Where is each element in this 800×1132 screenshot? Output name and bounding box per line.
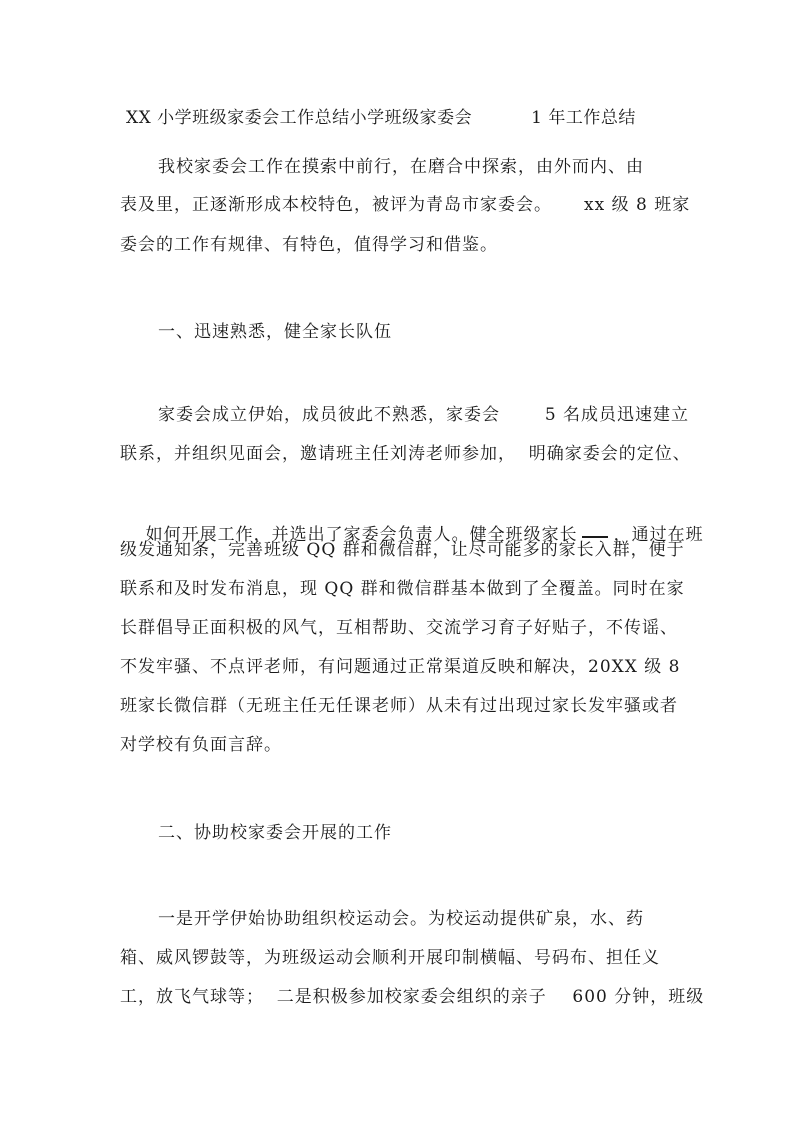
section-1-para-2-line-4: 长群倡导正面积极的风气，互相帮助、交流学习育子好贴子，不传谣、 (120, 618, 678, 638)
section-1-heading: 一、迅速熟悉，健全家长队伍 (158, 322, 392, 342)
section-1-para-2-line-1-after: ，通过在班 (613, 525, 704, 545)
section-1-para-2-line-2: 级发通知条，完善班级 QQ 群和微信群，让尽可能多的家长入群，便于 (120, 540, 685, 560)
section-2-para-1-line-1: 一是开学伊始协助组织校运动会。为校运动提供矿泉，水、药 (158, 909, 644, 929)
section-1-para-1-line-1: 家委会成立伊始，成员彼此不熟悉，家委会 5 名成员迅速建立 (158, 405, 690, 425)
section-1-para-2-line-3: 联系和及时发布消息，现 QQ 群和微信群基本做到了全覆盖。同时在家 (120, 579, 685, 599)
intro-line-2: 表及里，正逐渐形成本校特色，被评为青岛市家委会。 xx 级 8 班家 (120, 195, 691, 215)
section-2-para-1-line-3: 工，放飞气球等； 二是积极参加校家委会组织的亲子 600 分钟，班级 (120, 987, 705, 1007)
section-1-para-2-line-7: 对学校有负面言辞。 (120, 735, 282, 755)
intro-line-1: 我校家委会工作在摸索中前行，在磨合中探索，由外而内、由 (158, 157, 644, 177)
section-1-para-1-line-2: 联系，并组织见面会，邀请班主任刘涛老师参加， 明确家委会的定位、 (120, 444, 691, 464)
intro-line-3: 委会的工作有规律、有特色，值得学习和借鉴。 (120, 235, 498, 255)
section-2-para-1-line-2: 箱、威风锣鼓等，为班级运动会顺利开展印制横幅、号码布、担任义 (120, 948, 660, 968)
section-1-para-2-line-6: 班家长微信群（无班主任无任课老师）从未有过出现过家长发牢骚或者 (120, 696, 678, 716)
document-title: XX 小学班级家委会工作总结小学班级家委会 1 年工作总结 (126, 108, 636, 128)
section-1-para-2-line-5: 不发牢骚、不点评老师，有问题通过正常渠道反映和解决，20XX 级 8 (120, 657, 681, 677)
section-2-heading: 二、协助校家委会开展的工作 (158, 823, 392, 843)
section-1-para-2-line-1-before: 如何开展工作，并选出了家委会负责人。健全班级家长 (145, 525, 578, 545)
fill-in-blank (582, 524, 608, 538)
